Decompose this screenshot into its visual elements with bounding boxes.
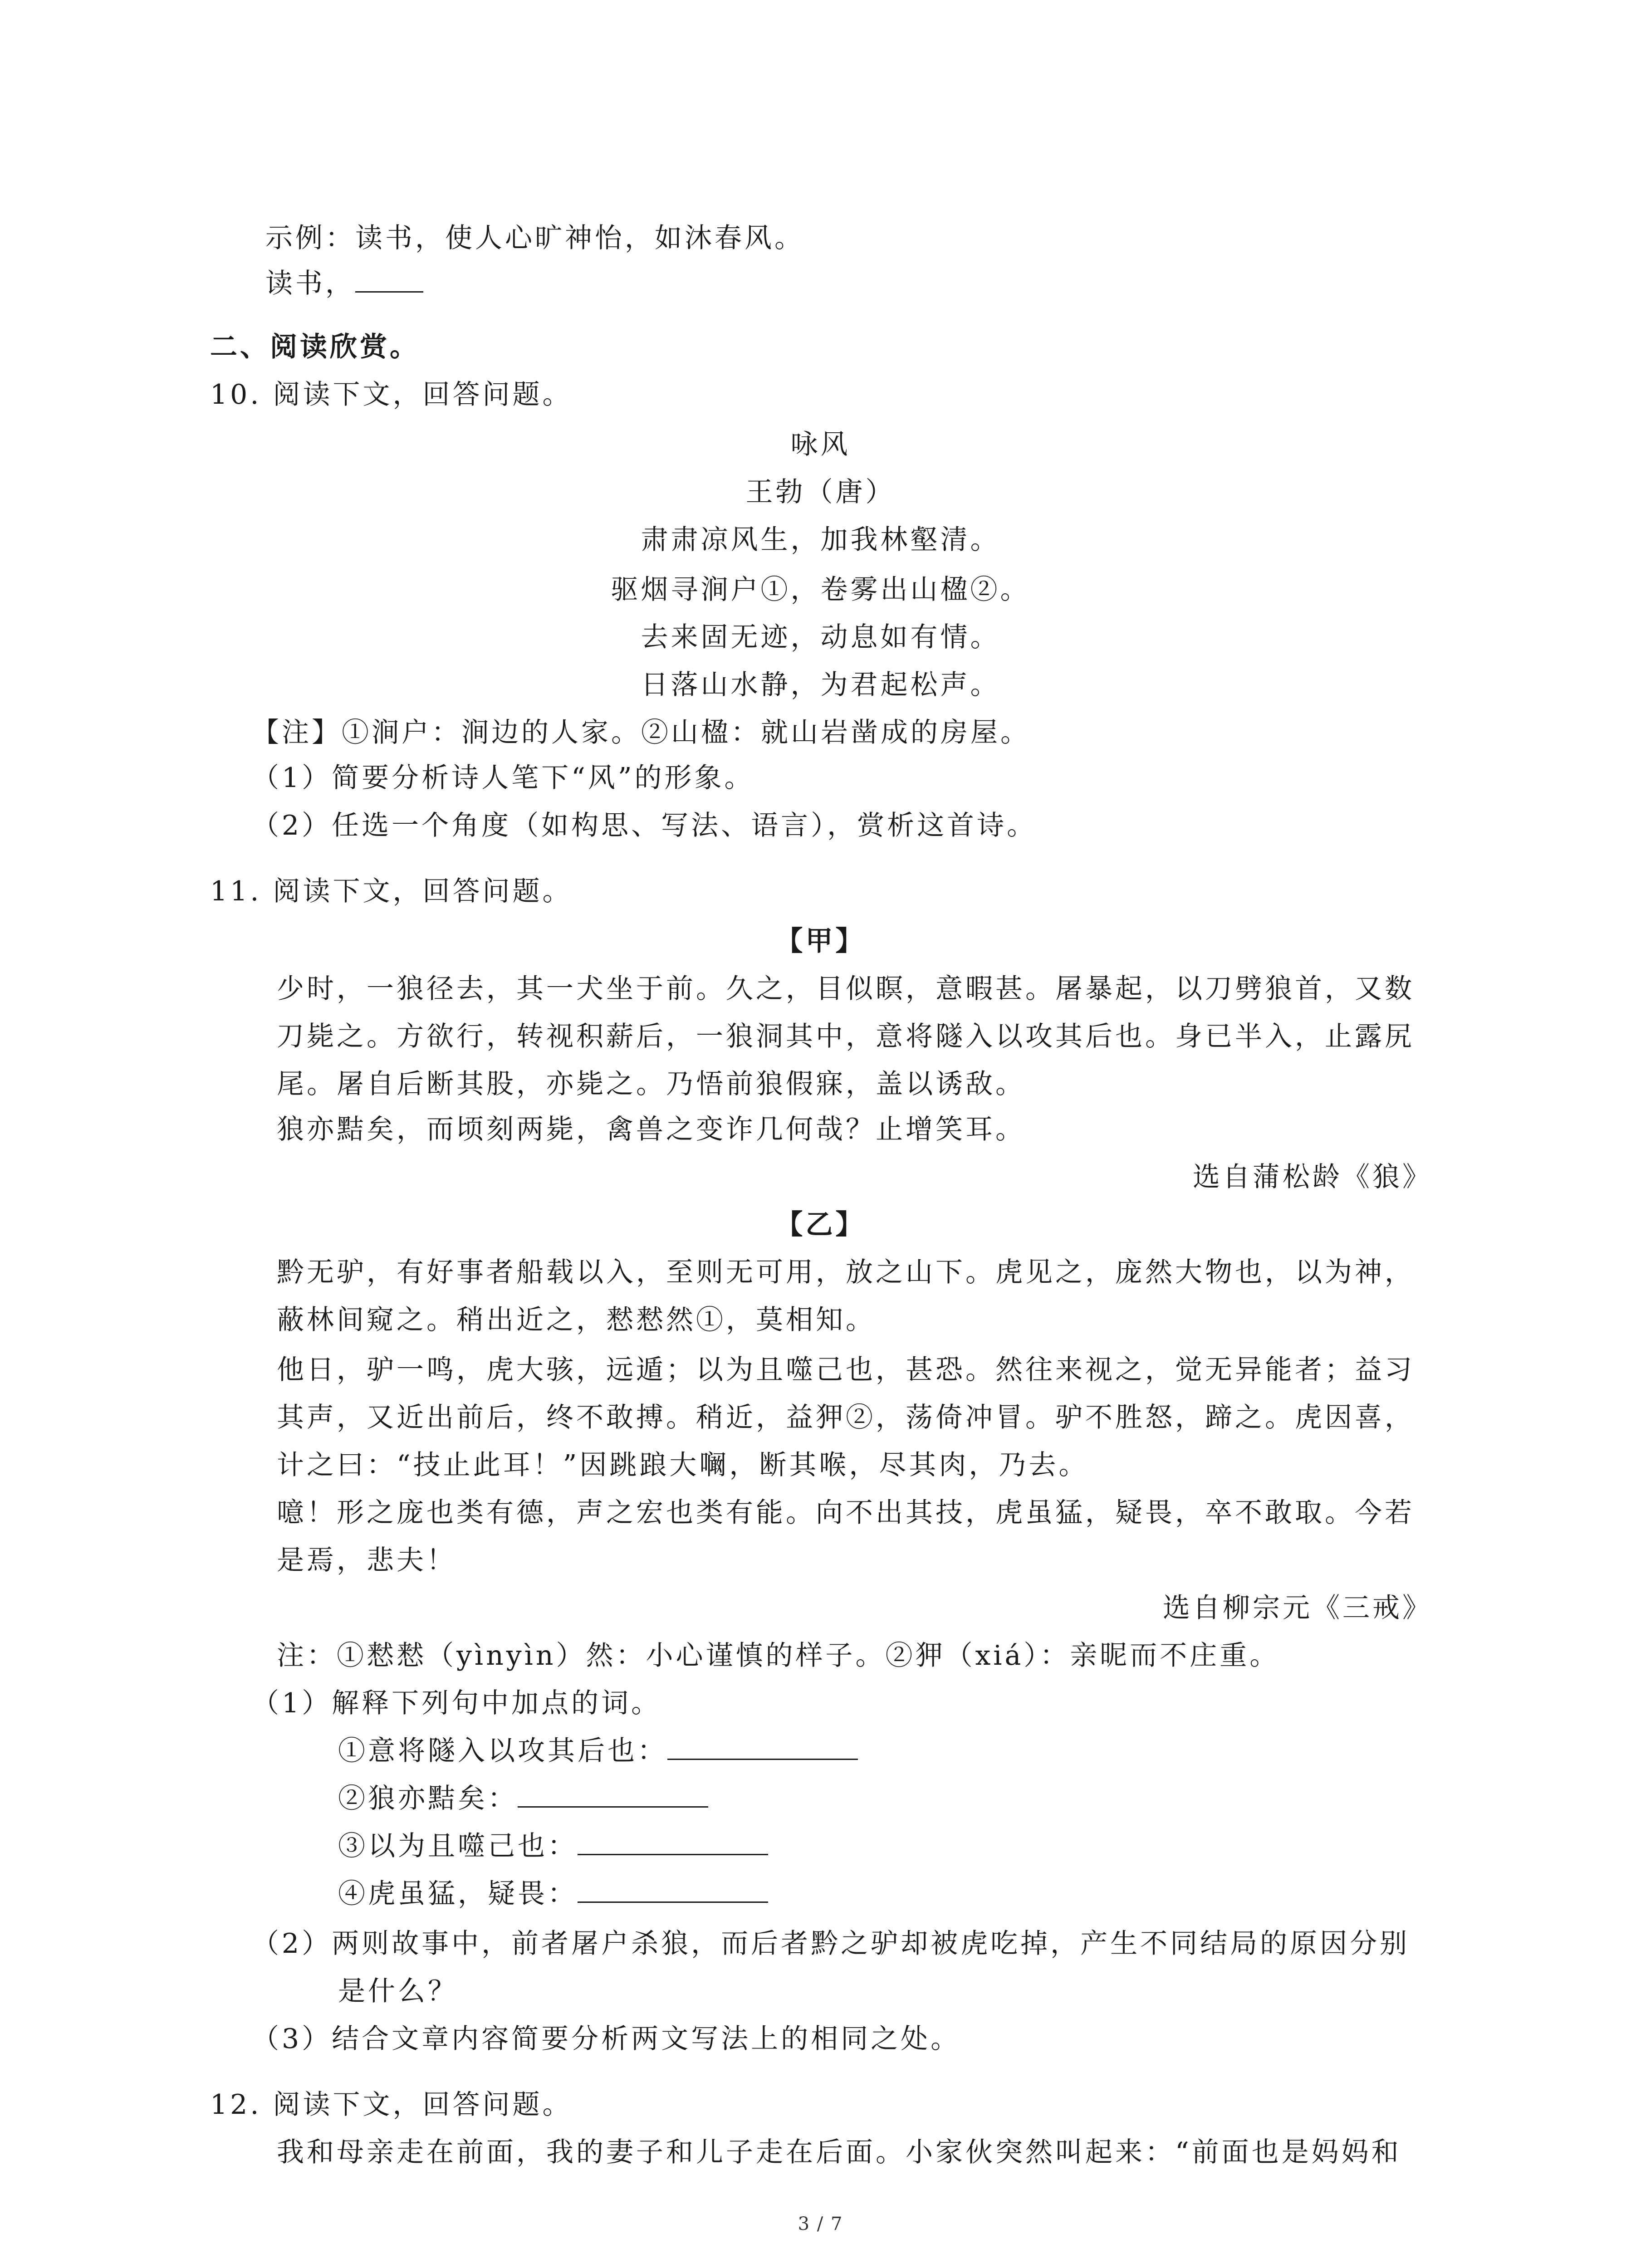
answer-blank[interactable]	[518, 1781, 708, 1808]
passage-yi-line: 蔽林间窥之。稍出近之，慭慭然①，莫相知。	[277, 1304, 876, 1336]
passage-yi-line: 黔无驴，有好事者船载以入，至则无可用，放之山下。虎见之，庞然大物也，以为神，	[277, 1256, 1415, 1288]
poem-author: 王勃（唐）	[745, 476, 896, 508]
example-line: 示例：读书，使人心旷神怡，如沐春风。	[265, 222, 804, 254]
question-10-sub2: （2）任选一个角度（如构思、写法、语言），赏析这首诗。	[252, 810, 1037, 841]
prompt-start: 读书，	[265, 268, 355, 299]
passage-yi-source: 选自柳宗元《三戒》	[1163, 1592, 1432, 1624]
passage-jia-line: 少时，一狼径去，其一犬坐于前。久之，目似瞑，意暇甚。屠暴起，以刀劈狼首，又数	[277, 973, 1415, 1005]
passage-jia-label: 【甲】	[775, 925, 866, 957]
passage-jia-line: 狼亦黠矣，而顷刻两毙，禽兽之变诈几何哉？止增笑耳。	[277, 1114, 1025, 1145]
word-item	[338, 1828, 768, 1864]
word-item-label: ②狼亦黠矣：	[338, 1783, 518, 1814]
question-10-sub1: （1）简要分析诗人笔下“风”的形象。	[252, 762, 754, 794]
answer-blank[interactable]	[578, 1828, 768, 1855]
question-10-stem: 10. 阅读下文，回答问题。	[210, 379, 573, 411]
passage-yi-line: 是焉，悲夫！	[277, 1545, 456, 1576]
answer-blank[interactable]	[667, 1733, 858, 1760]
passage-jia-source: 选自蒲松龄《狼》	[1193, 1161, 1432, 1193]
question-11-sub3: （3）结合文章内容简要分析两文写法上的相同之处。	[252, 2023, 961, 2055]
question-12-stem: 12. 阅读下文，回答问题。	[210, 2089, 573, 2121]
page-number: 3 / 7	[798, 2214, 843, 2234]
passage-yi-line: 其声，又近出前后，终不敢搏。稍近，益狎②，荡倚冲冒。驴不胜怒，蹄之。虎因喜，	[277, 1402, 1415, 1433]
poem-line: 日落山水静，为君起松声。	[641, 669, 1000, 701]
poem-line: 驱烟寻涧户①，卷雾出山楹②。	[611, 574, 1030, 606]
poem-line: 肃肃凉风生，加我林壑清。	[641, 524, 1000, 556]
passage-jia-line: 刀毙之。方欲行，转视积薪后，一狼洞其中，意将隧入以攻其后也。身已半入，止露尻	[277, 1021, 1415, 1052]
poem-note: 【注】①涧户：涧边的人家。②山楹：就山岩凿成的房屋。	[252, 717, 1030, 748]
section-heading: 二、阅读欣赏。	[210, 331, 420, 363]
question-11-stem: 11. 阅读下文，回答问题。	[210, 875, 573, 907]
passage-yi-line: 噫！形之庞也类有德，声之宏也类有能。向不出其技，虎虽猛，疑畏，卒不敢取。今若	[277, 1497, 1415, 1529]
word-item-label: ①意将隧入以攻其后也：	[338, 1735, 667, 1767]
question-11-sub2: （2）两则故事中，前者屠户杀狼，而后者黔之驴却被虎吃掉，产生不同结局的原因分别	[252, 1928, 1410, 1960]
passage-jia-line: 尾。屠自后断其股，亦毙之。乃悟前狼假寐，盖以诱敌。	[277, 1068, 1025, 1100]
word-item	[338, 1876, 768, 1912]
word-item	[338, 1733, 858, 1769]
passage-yi-line: 他日，驴一鸣，虎大骇，远遁；以为且噬己也，甚恐。然往来视之，觉无异能者；益习	[277, 1354, 1415, 1386]
passage-note: 注：①慭慭（yìnyìn）然：小心谨慎的样子。②狎（xiá）：亲昵而不庄重。	[277, 1640, 1280, 1672]
word-item	[338, 1780, 708, 1817]
answer-blank[interactable]	[355, 266, 423, 293]
answer-blank[interactable]	[578, 1876, 768, 1903]
passage-yi-label: 【乙】	[775, 1209, 866, 1241]
poem-line: 去来固无迹，动息如有情。	[641, 621, 1000, 653]
word-item-label: ③以为且噬己也：	[338, 1830, 578, 1862]
question-12-passage-line: 我和母亲走在前面，我的妻子和儿子走在后面。小家伙突然叫起来：“前面也是妈妈和	[277, 2136, 1401, 2168]
writing-prompt	[265, 265, 423, 302]
question-11-sub1: （1）解释下列句中加点的词。	[252, 1687, 661, 1719]
question-11-sub2-cont: 是什么？	[338, 1975, 458, 2007]
poem-title: 咏风	[790, 429, 851, 460]
passage-yi-line: 计之曰：“技止此耳！”因跳踉大㘎，断其喉，尽其肉，乃去。	[277, 1449, 1089, 1481]
word-item-label: ④虎虽猛，疑畏：	[338, 1878, 578, 1910]
